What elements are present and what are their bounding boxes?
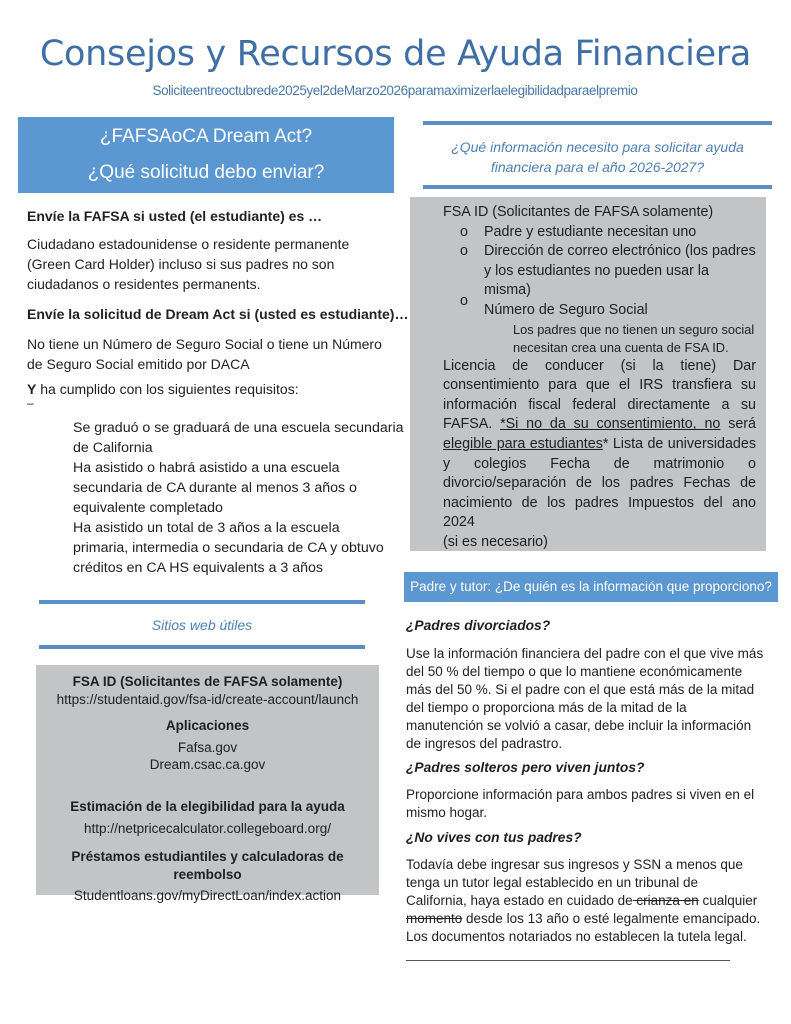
not-living-question: ¿No vives con tus padres? <box>406 830 582 845</box>
not-living-line <box>406 892 776 910</box>
fafsa-prefix: FAFSA. <box>443 416 501 433</box>
fafsa-text-line: ciudadanos o residentes permanents. <box>27 276 261 292</box>
requirements-lead-text: ha cumplido con los siguientes requisitos: <box>36 381 299 397</box>
text-segment: cualquier <box>698 893 758 908</box>
parent-info-header: Padre y tutor: ¿De quién es la información que proporciono? <box>404 572 778 602</box>
ssn-note-line: Los padres que no tienen un seguro social <box>513 321 755 337</box>
page-title: Consejos y Recursos de Ayuda Financiera <box>39 34 752 74</box>
bullet-icon: o <box>460 292 468 309</box>
websites-heading: Sitios web útiles <box>151 617 253 633</box>
websites-top-rule <box>39 600 365 604</box>
dream-lead: Envíe la solicitud de Dream Act si (usted es estudiante)… <box>27 306 409 322</box>
not-living-line: tenga un tutor legal establecido en un tribunal de <box>406 875 698 890</box>
requirement-line: Se graduó o se graduará de una escuela secundaria <box>73 420 404 436</box>
consent-after: será <box>720 416 757 433</box>
consent-warning-2: elegible para estudiantes <box>443 435 603 452</box>
info-para-line: consentimiento para que el IRS transfiera su <box>443 377 756 394</box>
dream-text-line: No tiene un Número de Seguro Social o tiene un Número <box>27 336 382 352</box>
fafsa-text <box>27 234 349 294</box>
info-heading-line1: ¿Qué información necesito para solicitar ayuda <box>451 139 744 155</box>
fafsa-lead: Envíe la FAFSA si usted (el estudiante) es … <box>27 208 323 224</box>
parent-info-body <box>406 616 776 946</box>
bullet-text: Número de Seguro Social <box>484 301 648 318</box>
dream-text-line: de Seguro Social emitido por DACA <box>27 356 250 372</box>
single-line: Proporcione información para ambos padres si viven en el <box>406 787 755 802</box>
page-subtitle: Soliciteentreoctubrede2025yel2deMarzo2026paramaximizerlaelegibilidadparaelpremio <box>152 83 638 98</box>
ssn-note-line: necesitan crea una cuenta de FSA ID. <box>513 339 729 355</box>
which-form-heading-line1: ¿FAFSAoCA Dream Act? <box>99 126 313 147</box>
info-para-line: información fiscal federal directamente a su <box>443 396 756 413</box>
requirement-line: Ha asistido un total de 3 años a la escuela <box>73 520 340 536</box>
consent-line <box>443 415 756 435</box>
requirement-line: secundaria de CA durante al menos 3 años o <box>73 480 357 496</box>
fsa-id-label: FSA ID (Solicitantes de FAFSA solamente) <box>443 204 714 220</box>
info-needed-box <box>410 197 766 551</box>
divorced-question: ¿Padres divorciados? <box>406 618 551 633</box>
info-para-line: Licencia de conducer (si la tiene) Dar <box>443 357 756 374</box>
text-segment: desde los 13 año o esté legalmente emancipado. <box>462 911 761 926</box>
divorced-line: de ingresos del padrastro. <box>406 736 563 751</box>
bullet-icon: o <box>460 223 468 240</box>
websites-bottom-rule <box>39 645 365 649</box>
info-para-last: (si es necesario) <box>443 533 548 550</box>
consent-line-2 <box>443 435 756 455</box>
consent-after-2: * Lista de universidades <box>602 435 756 452</box>
info-bullet <box>443 292 756 321</box>
consent-warning: *Si no da su consentimiento, no <box>500 416 721 433</box>
requirements-y: Y <box>27 381 37 397</box>
bullet-text: Padre y estudiante necesitan uno <box>484 223 697 240</box>
website-section-title: Préstamos estudiantiles y calculadoras de reembolso <box>71 849 344 882</box>
text-segment: California, haya estado en cuidado de <box>406 893 633 908</box>
info-bullet <box>443 242 756 262</box>
single-text <box>406 786 776 822</box>
struck-text: momento <box>406 911 463 926</box>
not-living-line: Todavía debe ingresar sus ingresos y SSN a menos que <box>406 857 743 872</box>
requirement-line: equivalente completado <box>73 500 223 516</box>
website-link[interactable]: Fafsa.gov <box>177 740 238 755</box>
not-living-line <box>406 910 776 928</box>
website-link[interactable]: https://studentaid.gov/fsa-id/create-account/launch <box>56 692 359 707</box>
bottom-divider <box>406 960 730 961</box>
bullet-text: Dirección de correo electrónico (los padres <box>484 243 756 260</box>
info-bullet <box>443 262 756 301</box>
requirements-list <box>73 418 404 578</box>
bullet-icon: o <box>460 243 468 260</box>
not-living-line: Los documentos notariados no establecen la tutela legal. <box>406 929 747 944</box>
bullet-text: y los estudiantes no pueden usar la misma) <box>484 262 709 299</box>
requirement-line: Ha asistido o habrá asistido a una escuela <box>73 460 340 476</box>
fafsa-text-line: Ciudadano estadounidense o residente permanente <box>27 236 350 252</box>
info-top-rule <box>423 121 772 125</box>
website-section-title: Estimación de la elegibilidad para la ayuda <box>70 799 345 814</box>
not-living-text <box>406 856 776 946</box>
single-question: ¿Padres solteros pero viven juntos? <box>406 760 645 775</box>
divorced-line: manutención se volvió a casar, debe incluir la información <box>406 718 752 733</box>
which-form-heading-line2: ¿Qué solicitud debo enviar? <box>87 162 325 183</box>
which-form-header <box>18 117 394 193</box>
divorced-line: Use la información financiera del padre con el que vive más <box>406 646 764 661</box>
info-para-line: nacimiento de los padres Impuestos del ano 2024 <box>443 494 756 531</box>
info-para-line: y colegios Fecha de matrimonio o <box>443 455 756 472</box>
divorced-text <box>406 645 776 753</box>
website-section-title: FSA ID (Solicitantes de FAFSA solamente) <box>72 674 343 689</box>
info-para-line: divorcio/separación de los padres Fechas de <box>443 475 756 492</box>
website-link[interactable]: Studentloans.gov/myDirectLoan/index.action <box>73 888 342 903</box>
info-bottom-rule <box>423 185 772 189</box>
website-link[interactable]: http://netpricecalculator.collegeboard.org/ <box>84 821 331 836</box>
requirement-line: de California <box>73 440 153 456</box>
website-section-title: Aplicaciones <box>165 718 250 733</box>
info-heading <box>423 137 772 177</box>
divorced-line: más del 50 %. Si el padre con el que está más de la mitad <box>406 682 755 697</box>
info-heading-line2: financiera para el año 2026-2027? <box>490 159 705 175</box>
websites-box <box>36 665 379 903</box>
divorced-line: del tiempo o proporciona más de la mitad de la <box>406 700 687 715</box>
struck-text: crianza en <box>632 893 699 908</box>
requirements-lead <box>27 379 299 399</box>
divorced-line: del 50 % del tiempo o que lo mantiene económicamente <box>406 664 743 679</box>
requirement-line: créditos en CA HS equivalents a 3 años <box>73 560 324 576</box>
single-line: mismo hogar. <box>406 805 488 820</box>
website-link[interactable]: Dream.csac.ca.gov <box>149 757 266 772</box>
dream-text <box>27 334 382 374</box>
requirement-line: primaria, intermedia o secundaria de CA y obtuvo <box>73 540 384 556</box>
requirements-dash: – <box>27 396 34 410</box>
fafsa-text-line: (Green Card Holder) incluso si sus padres no son <box>27 256 335 272</box>
info-bullet <box>443 223 756 243</box>
ssn-note <box>443 321 756 357</box>
